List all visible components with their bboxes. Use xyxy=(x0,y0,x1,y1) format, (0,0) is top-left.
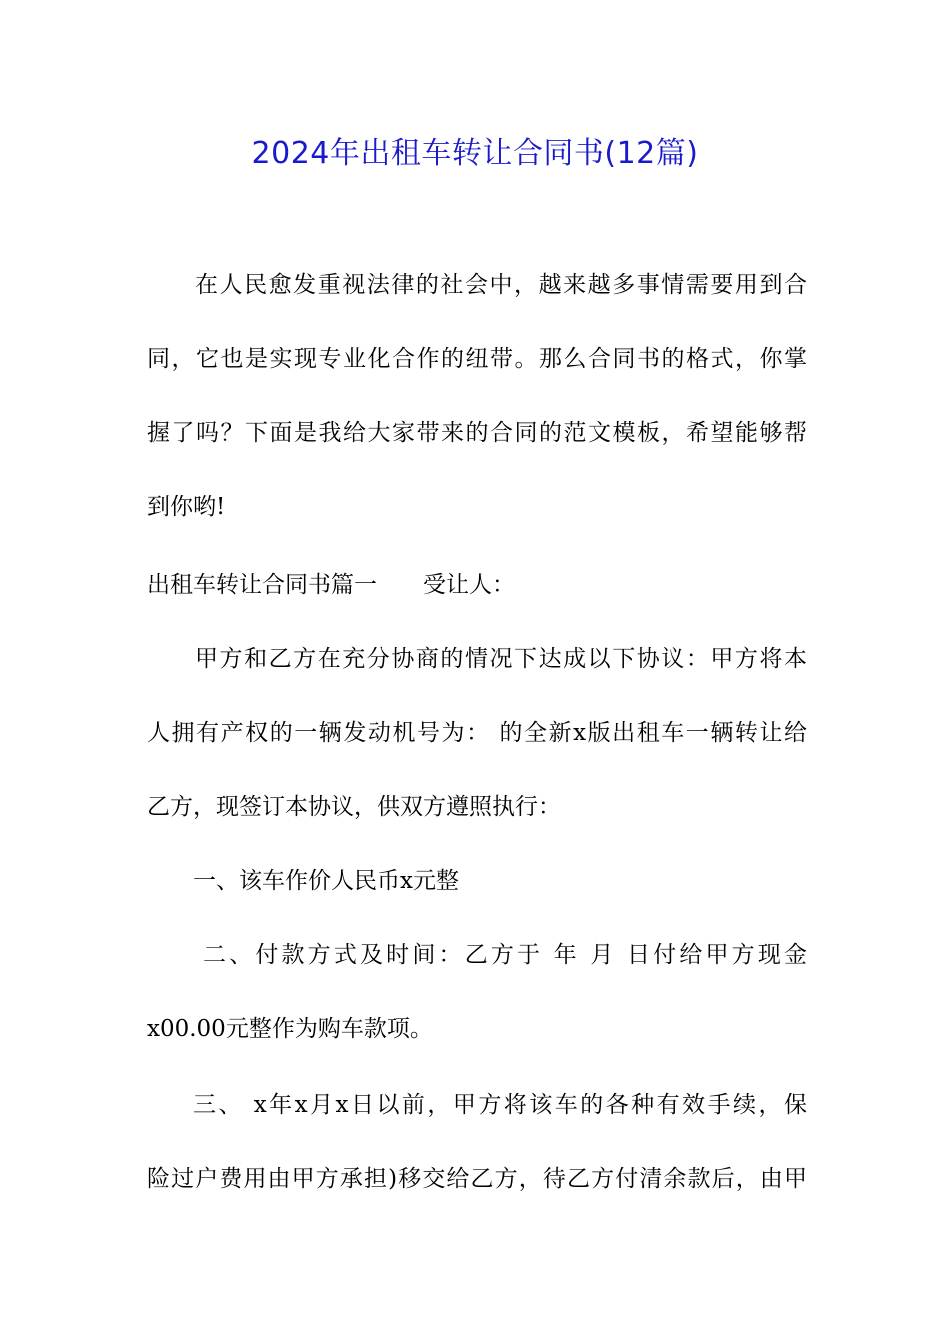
clause-line: x00.00元整作为购车款项。 xyxy=(147,1016,433,1042)
clause-line: 险过户费用由甲方承担)移交给乙方，待乙方付清余款后，由甲 xyxy=(147,1166,807,1192)
paragraph-line: 人拥有产权的一辆发动机号为： 的全新x版出租车一辆转让给 xyxy=(147,720,807,746)
section-heading: 出租车转让合同书篇一 受让人： xyxy=(147,572,515,598)
paragraph-line: 在人民愈发重视法律的社会中，越来越多事情需要用到合 xyxy=(195,272,807,298)
paragraph-line: 同，它也是实现专业化合作的纽带。那么合同书的格式，你掌 xyxy=(147,346,807,372)
clause-line: 一、该车作价人民币x元整 xyxy=(193,868,459,894)
paragraph-line: 到你哟! xyxy=(147,494,226,520)
clause-line: 二、付款方式及时间：乙方于 年 月 日付给甲方现金 xyxy=(203,942,807,968)
clause-line: 三、 x年x月x日以前，甲方将该车的各种有效手续，保 xyxy=(193,1092,807,1118)
paragraph-line: 甲方和乙方在充分协商的情况下达成以下协议：甲方将本 xyxy=(195,646,807,672)
document-title: 2024年出租车转让合同书(12篇) xyxy=(251,136,699,171)
paragraph-line: 握了吗？下面是我给大家带来的合同的范文模板，希望能够帮 xyxy=(147,420,807,446)
paragraph-line: 乙方，现签订本协议，供双方遵照执行： xyxy=(147,794,561,820)
